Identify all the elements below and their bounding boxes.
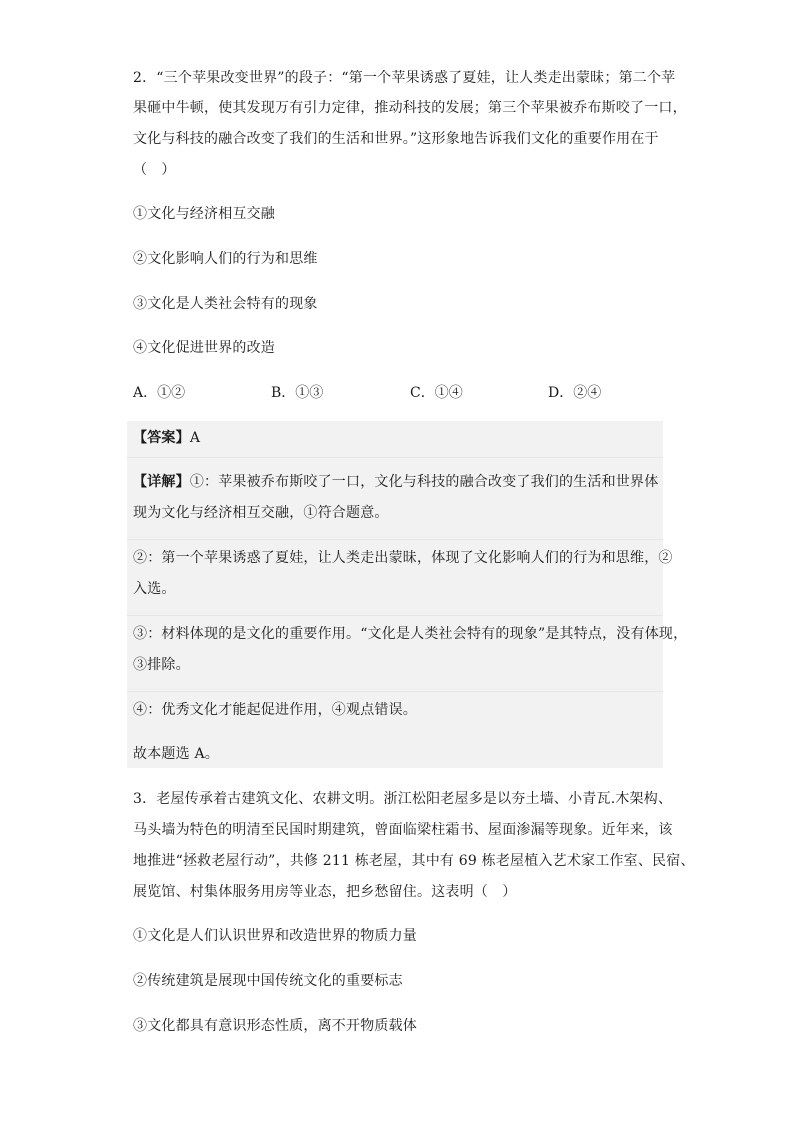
q2-item-3: ③文化是人类社会特有的现象 — [133, 296, 318, 312]
detail-line-4: 入选。 — [133, 581, 176, 597]
q2-option-d: D．②④ — [548, 385, 602, 401]
q2-stem-line-1: 2．“三个苹果改变世界”的段子：“第一个苹果诱惑了夏娃，让人类走出蒙昧；第二个苹 — [133, 70, 676, 86]
q2-option-c: C．①④ — [410, 385, 463, 401]
q2-option-a: A．①② — [133, 385, 186, 401]
detail-text: ①：苹果被乔布斯咬了一口，文化与科技的融合改变了我们的生活和世界体 — [189, 474, 659, 490]
detail-line-7: ④：优秀文化才能起促进作用，④观点错误。 — [133, 702, 417, 718]
answer-divider — [127, 457, 663, 458]
detail-line-6: ③排除。 — [133, 657, 190, 673]
detail-line-5: ③：材料体现的是文化的重要作用。“文化是人类社会特有的现象”是其特点，没有体现， — [133, 626, 688, 642]
q2-stem-line-3: 文化与科技的融合改变了我们的生活和世界。”这形象地告诉我们文化的重要作用在于 — [133, 131, 659, 147]
answer-divider — [127, 539, 663, 540]
answer-value: A — [189, 430, 201, 446]
q3-stem-line-1: 3．老屋传承着古建筑文化、农耕文明。浙江松阳老屋多是以夯土墙、小青瓦.木架构、 — [133, 791, 673, 807]
detail-line-3: ②：第一个苹果诱惑了夏娃，让人类走出蒙昧，体现了文化影响人们的行为和思维，② — [133, 550, 673, 566]
q3-item-3: ③文化都具有意识形态性质，离不开物质载体 — [133, 1018, 417, 1034]
q3-stem-line-4: 展览馆、村集体服务用房等业态，把乡愁留住。这表明（ ） — [133, 884, 517, 900]
q2-stem-line-4: （ ） — [133, 162, 176, 178]
detail-line-1 — [133, 472, 658, 492]
q2-option-b: B．①③ — [271, 385, 324, 401]
q3-item-2: ②传统建筑是展现中国传统文化的重要标志 — [133, 973, 403, 989]
q3-item-1: ①文化是人们认识世界和改造世界的物质力量 — [133, 928, 417, 944]
q3-stem-line-3: 地推进“拯救老屋行动”，共修 211 栋老屋，其中有 69 栋老屋植入艺术家工作室、民宿、 — [133, 853, 695, 869]
answer-label: 【答案】 — [133, 430, 190, 446]
answer-divider — [127, 691, 663, 692]
detail-label: 【详解】 — [133, 474, 190, 490]
detail-line-8: 故本题选 A。 — [133, 746, 219, 762]
q2-item-4: ④文化促进世界的改造 — [133, 340, 275, 356]
answer-divider — [127, 615, 663, 616]
q3-stem-line-2: 马头墙为特色的明清至民国时期建筑，曾面临梁柱霜书、屋面渗漏等现象。近年来，该 — [133, 822, 673, 838]
answer-line — [133, 428, 200, 448]
q2-item-1: ①文化与经济相互交融 — [133, 206, 275, 222]
q2-item-2: ②文化影响人们的行为和思维 — [133, 251, 318, 267]
detail-line-2: 现为文化与经济相互交融，①符合题意。 — [133, 505, 389, 521]
q2-stem-line-2: 果砸中牛顿，使其发现万有引力定律，推动科技的发展；第三个苹果被乔布斯咬了一口， — [133, 100, 687, 116]
